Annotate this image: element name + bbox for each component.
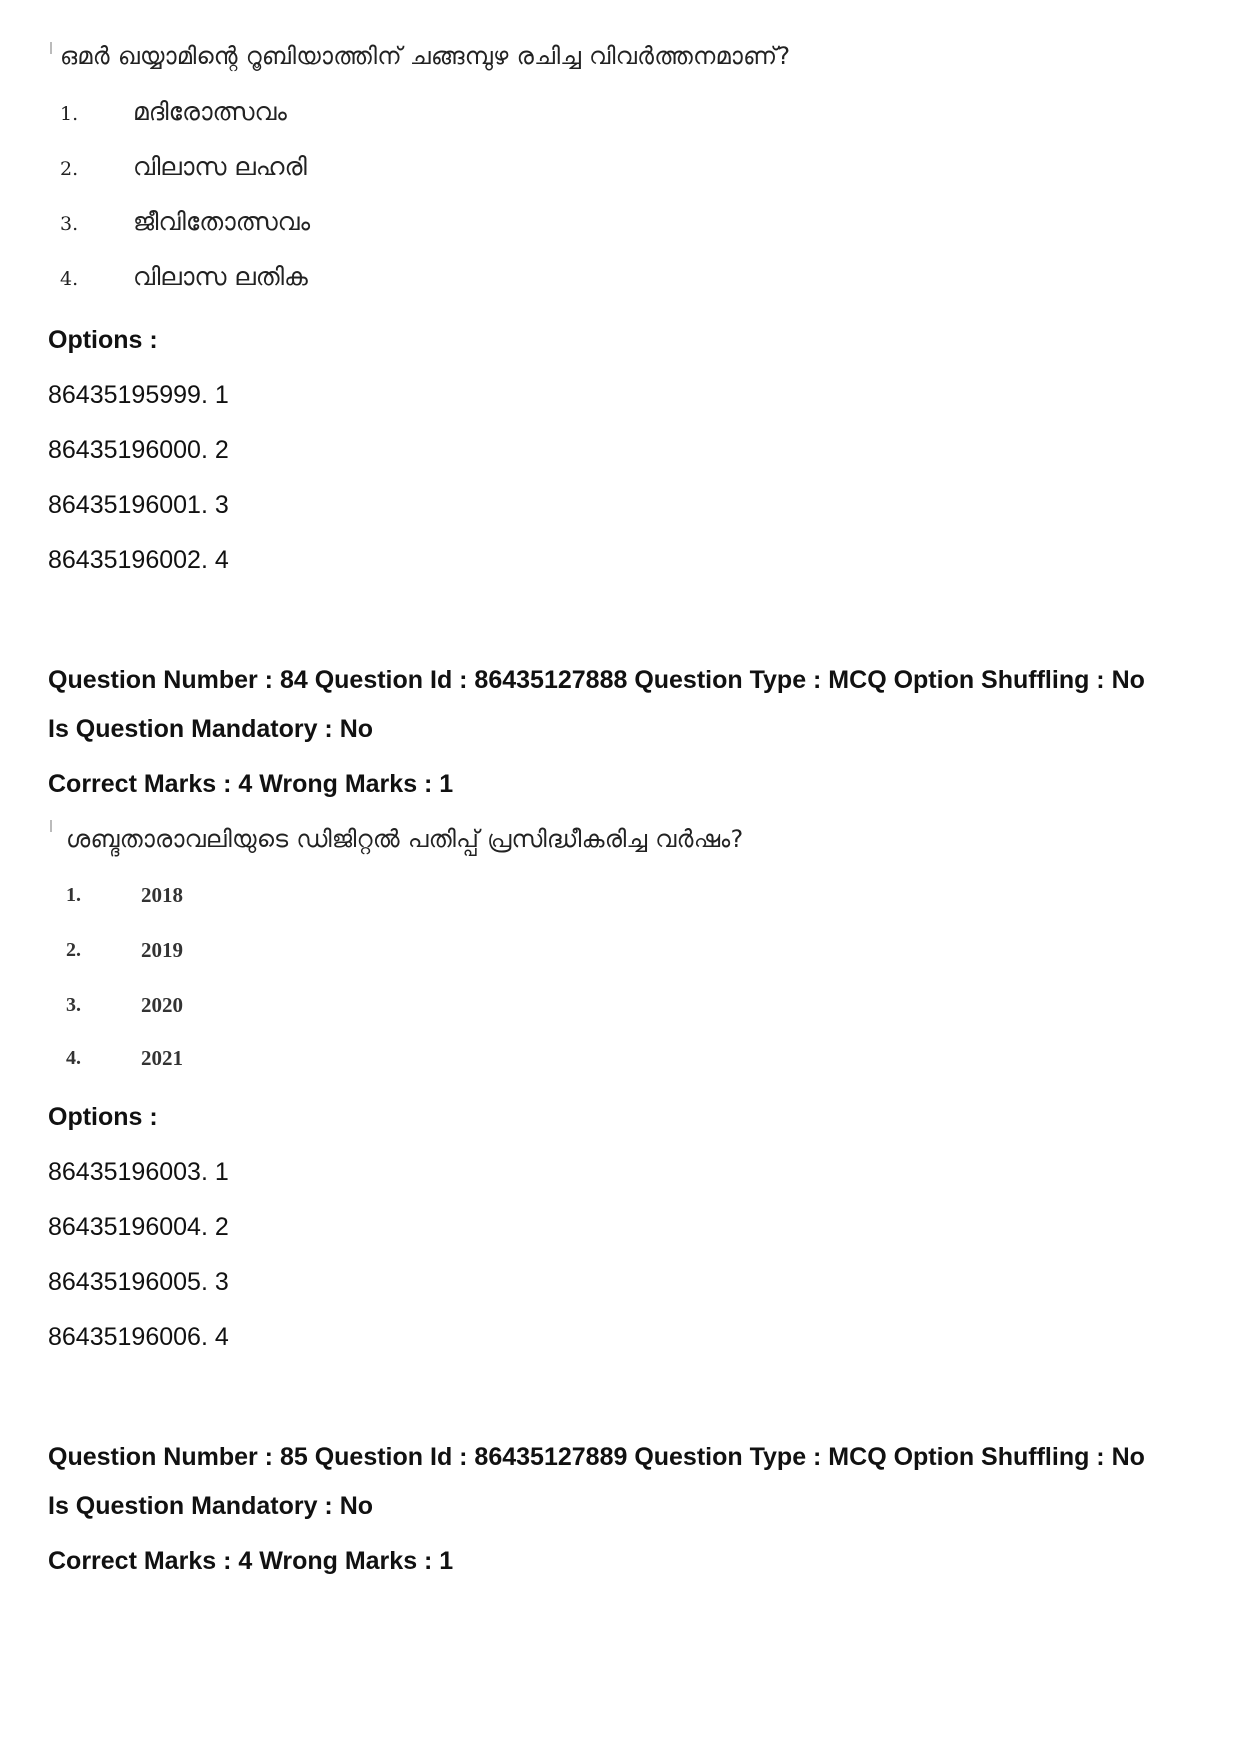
choice-number: 4. <box>66 1047 81 1069</box>
choice-number: 1. <box>66 884 81 906</box>
choice-number: 2. <box>66 939 81 961</box>
option-row: 86435196006. 4 <box>48 1323 229 1351</box>
choice-number: 3. <box>66 994 81 1016</box>
options-label: Options : <box>48 1103 158 1131</box>
choice-number: 4. <box>60 268 79 290</box>
choice-text: വിലാസ ലഹരി <box>133 152 307 181</box>
choice-text: വിലാസ ലതിക <box>133 262 308 291</box>
option-row: 86435196000. 2 <box>48 436 229 464</box>
option-row: 86435196004. 2 <box>48 1213 229 1241</box>
choice-number: 3. <box>60 213 79 235</box>
option-row: 86435196005. 3 <box>48 1268 229 1296</box>
choice-text: 2020 <box>141 993 183 1017</box>
choice-text: ജീവിതോത്സവം <box>133 207 311 236</box>
option-row: 86435196003. 1 <box>48 1158 229 1186</box>
choice-number: 1. <box>60 103 79 125</box>
choice-number: 2. <box>60 158 79 180</box>
choice-text: 2019 <box>141 938 183 962</box>
option-row: 86435196002. 4 <box>48 546 229 574</box>
choice-text: 2018 <box>141 883 183 907</box>
option-row: 86435196001. 3 <box>48 491 229 519</box>
question-meta: Question Number : 85 Question Id : 86435127889 Question Type : MCQ Option Shuffling : No <box>48 1443 1145 1471</box>
marks-line: Correct Marks : 4 Wrong Marks : 1 <box>48 1547 454 1575</box>
marks-line: Correct Marks : 4 Wrong Marks : 1 <box>48 770 454 798</box>
question-meta: Question Number : 84 Question Id : 86435127888 Question Type : MCQ Option Shuffling : No <box>48 666 1145 694</box>
choice-text: മദിരോത്സവം <box>133 97 287 126</box>
mandatory-line: Is Question Mandatory : No <box>48 715 374 743</box>
question-text: ഒമർ ഖയ്യാമിന്റെ റൂബിയാത്തിന് ചങ്ങമ്പുഴ രചിച്ച വിവർത്തനമാണ്? <box>60 42 791 70</box>
question-text: ശബ്ദതാരാവലിയുടെ ഡിജിറ്റൽ പതിപ്പ് പ്രസിദ്ധീകരിച്ച വർഷം? <box>66 825 744 853</box>
choice-text: 2021 <box>141 1046 183 1070</box>
image-edge-mark <box>50 42 52 54</box>
image-edge-mark <box>50 820 52 832</box>
option-row: 86435195999. 1 <box>48 381 229 409</box>
mandatory-line: Is Question Mandatory : No <box>48 1492 374 1520</box>
options-label: Options : <box>48 326 158 354</box>
